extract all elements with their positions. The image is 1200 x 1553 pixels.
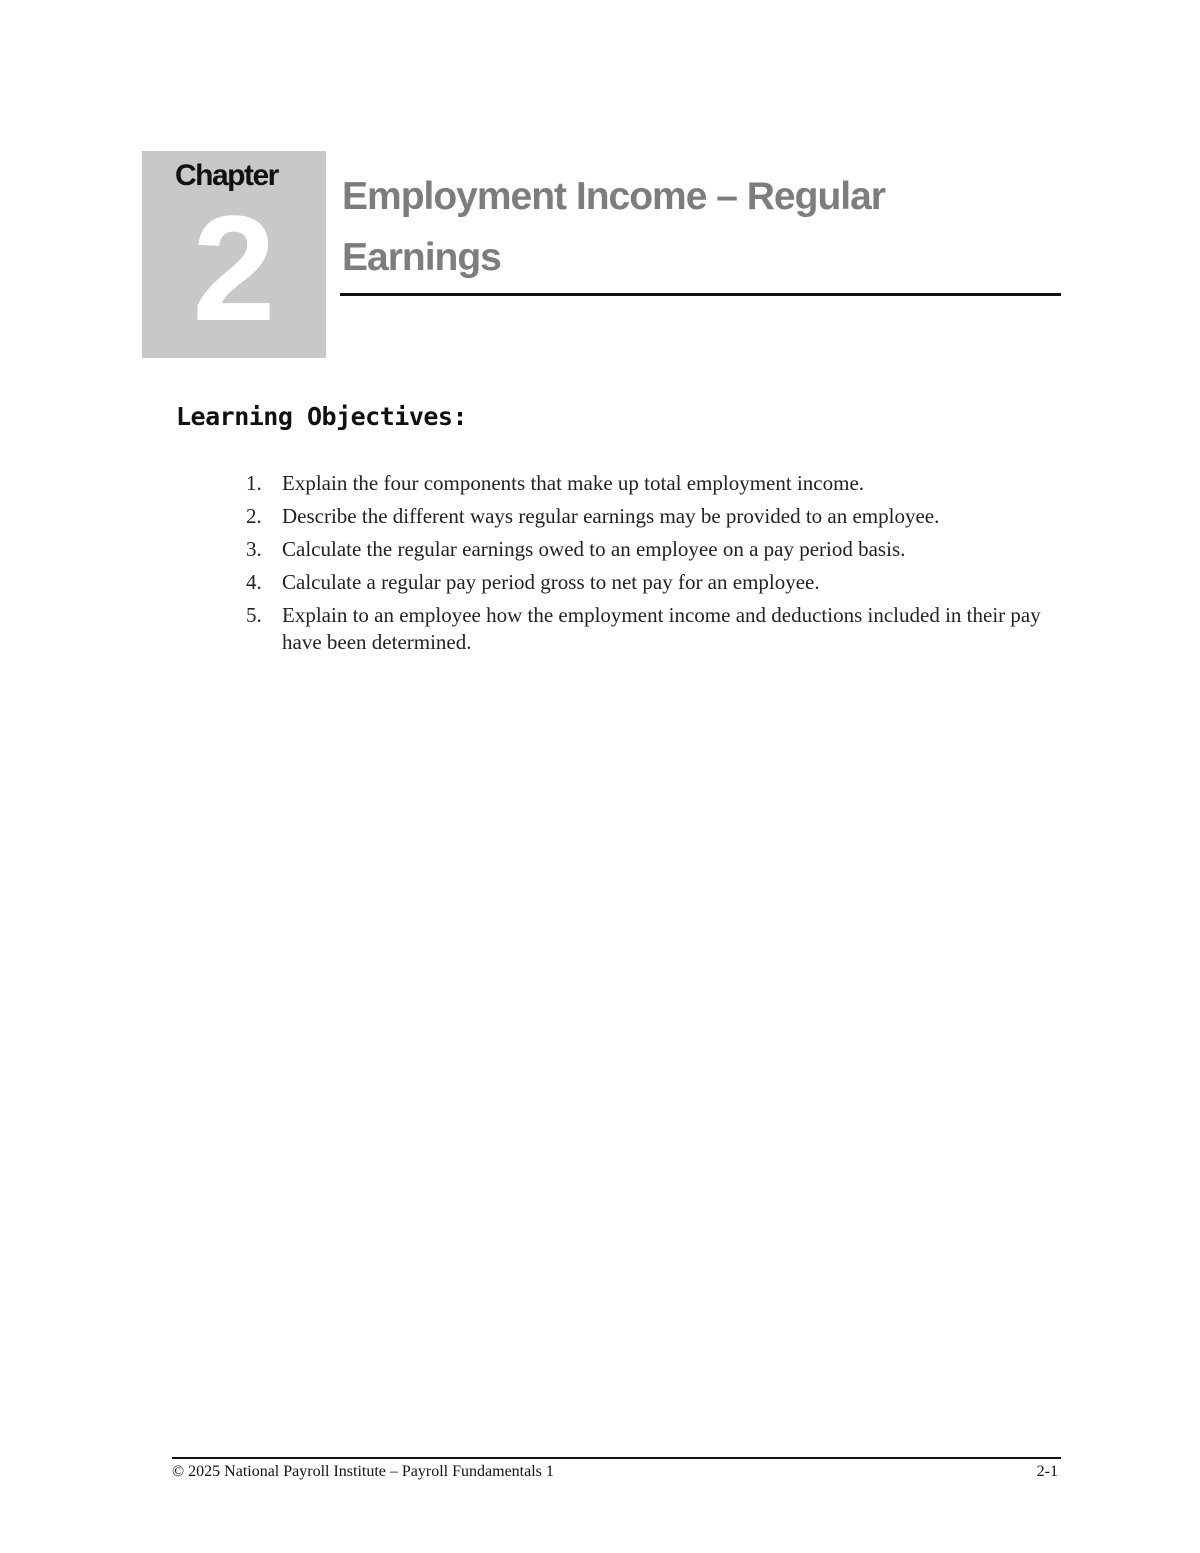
chapter-number: 2	[192, 184, 276, 352]
objective-item	[246, 569, 1056, 596]
chapter-title: Employment Income – Regular Earnings	[342, 175, 885, 279]
objective-number: 5.	[246, 603, 262, 627]
page-number: 2-1	[1036, 1463, 1058, 1480]
footer-copyright: © 2025 National Payroll Institute – Payroll Fundamentals 1	[172, 1463, 554, 1480]
objective-number: 4.	[246, 570, 262, 594]
objective-number: 1.	[246, 471, 262, 495]
objective-number: 2.	[246, 504, 262, 528]
objective-number: 3.	[246, 537, 262, 561]
chapter-label: Chapter	[175, 159, 278, 192]
objective-text: Explain the four components that make up total employment income.	[282, 471, 865, 495]
objective-text: Explain to an employee how the employment income and deductions included in their pay have been determined.	[282, 603, 1041, 654]
objective-item	[246, 470, 1056, 497]
objective-item	[246, 503, 1056, 530]
objective-item	[246, 602, 1056, 656]
footer-divider	[172, 1457, 1061, 1459]
objective-text: Describe the different ways regular earnings may be provided to an employee.	[282, 504, 940, 528]
objective-text: Calculate the regular earnings owed to an employee on a pay period basis.	[282, 537, 906, 561]
objective-text: Calculate a regular pay period gross to net pay for an employee.	[282, 570, 820, 594]
learning-objectives-list	[246, 470, 1056, 662]
title-divider	[340, 293, 1061, 296]
chapter-box	[142, 151, 326, 358]
learning-objectives-heading: Learning Objectives:	[176, 402, 468, 431]
objective-item	[246, 536, 1056, 563]
